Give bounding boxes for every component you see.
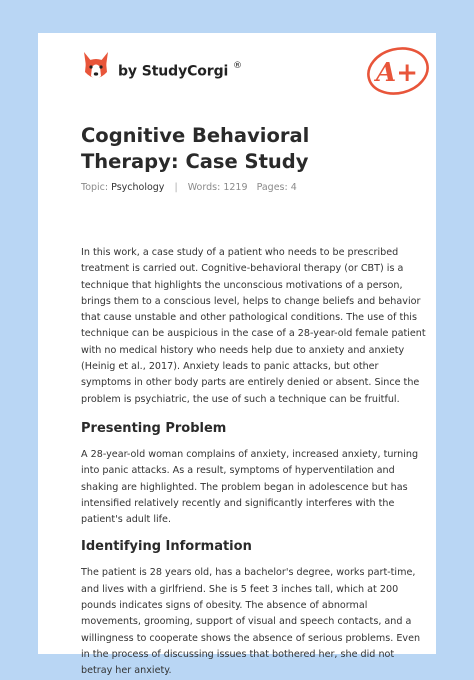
pages-label: Pages:	[256, 182, 288, 193]
corgi-head-icon	[81, 50, 111, 84]
words-value: 1219	[223, 182, 248, 193]
section-text-presenting-problem: A 28-year-old woman complains of anxiety, increased anxiety, turning into panic attacks. As a result, symptoms of hyperventilation and shaking are highlighted. The problem began in adolescence but has intensified relatively recently and significantly interferes with the patient's adult life.	[81, 448, 419, 526]
grade-badge	[364, 41, 436, 97]
section-heading-identifying-information: Identifying Information	[81, 539, 252, 555]
words-label: Words:	[187, 182, 221, 193]
document-page	[38, 33, 436, 677]
section-heading-presenting-problem: Presenting Problem	[81, 420, 227, 436]
intro-paragraph: In this work, a case study of a patient who needs to be prescribed treatment is carried out. Cognitive-behavioral therapy (or CBT) is a technique that highlights the unconscious motivations of a person, brings them to a conscious level, helps to change beliefs and behavior that cause unstable and other pathological conditions. The use of this technique can be auspicious in the case of a 28-year-old female patient with no medical history who needs help due to anxiety and anxiety (Heinig et al., 2017). Anxiety leads to panic attacks, but other symptoms in other body parts are entirely denied or absent. Since the problem is psychiatric, the use of such a technique can be fruitful.	[81, 247, 426, 405]
page-header	[38, 33, 436, 113]
meta-divider: |	[174, 182, 178, 193]
document-body	[81, 245, 427, 680]
registered-mark: ®	[233, 61, 242, 71]
section-text-identifying-information: The patient is 28 years old, has a bachelor's degree, works part-time, and lives with a girlfriend. She is 5 feet 3 inches tall, which at 200 pounds indicates signs of obesity. The absence of abnormal movements, grooming, support of visual and speech contacts, and a willingness to cooperate shows the absence of serious problems. Even in the process of discussing issues that bothered her, she did not betray her anxiety.	[81, 567, 421, 677]
brand-name[interactable]: by StudyCorgi ®	[118, 61, 242, 80]
grade-text: A+	[376, 58, 418, 88]
topic-link[interactable]: Psychology	[111, 182, 165, 193]
topic-label: Topic:	[81, 182, 109, 193]
pages-value: 4	[290, 182, 297, 193]
document-meta	[81, 182, 297, 193]
document-title: Cognitive Behavioral Therapy: Case Study	[81, 124, 310, 173]
